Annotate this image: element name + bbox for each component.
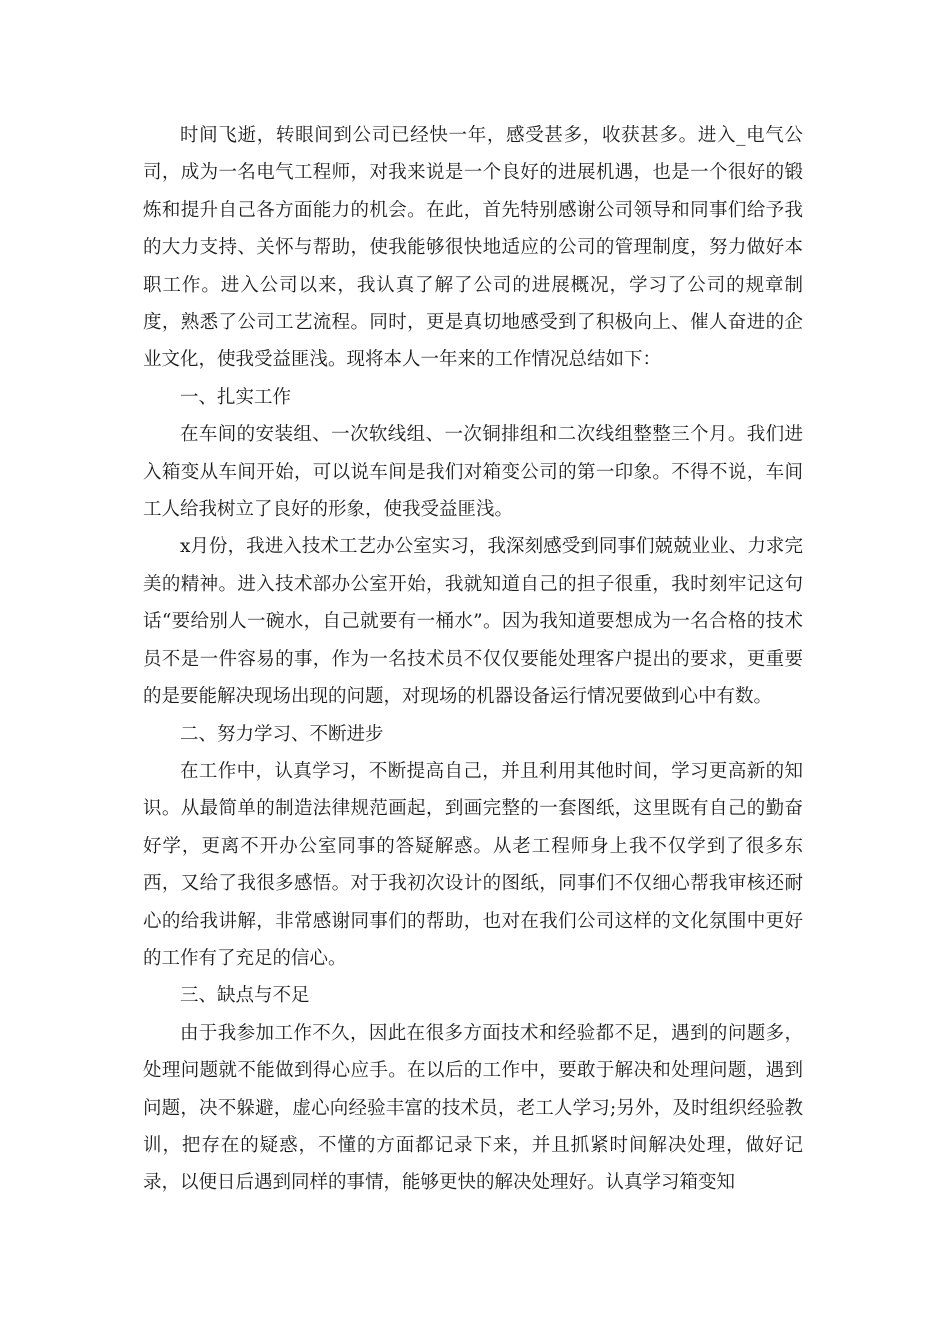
- paragraph-learning: 在工作中，认真学习，不断提高自己，并且利用其他时间，学习更高新的知识。从最简单的制造法律规范画起，到画完整的一套图纸，这里既有自己的勤奋好学，更离不开办公室同事的答疑解惑。从老工程师身上我不仅学到了很多东西，又给了我很多感悟。对于我初次设计的图纸，同事们不仅细心帮我审核还耐心的给我讲解，非常感谢同事们的帮助，也对在我们公司这样的文化氛围中更好的工作有了充足的信心。: [143, 760, 803, 969]
- paragraph-tech-office: x月份，我进入技术工艺办公室实习，我深刻感受到同事们兢兢业业、力求完美的精神。进入技术部办公室开始，我就知道自己的担子很重，我时刻牢记这句话“要给别人一碗水，自己就要有一桶水”。因为我知道要想成为一名合格的技术员不是一件容易的事，作为一名技术员不仅仅要能处理客户提出的要求，更重要的是要能解决现场出现的问题，对现场的机器设备运行情况要做到心中有数。: [143, 536, 803, 708]
- paragraph-shortcomings: 由于我参加工作不久，因此在很多方面技术和经验都不足，遇到的问题多，处理问题就不能做到得心应手。在以后的工作中，要敢于解决和处理问题，遇到问题，决不躲避，虚心向经验丰富的技术员，老工人学习;另外，及时组织经验教训，把存在的疑惑，不懂的方面都记录下来，并且抓紧时间解决处理，做好记录，以便日后遇到同样的事情，能够更快的解决处理好。认真学习箱变知: [143, 1022, 803, 1194]
- paragraph-workshop: 在车间的安装组、一次软线组、一次铜排组和二次线组整整三个月。我们进入箱变从车间开始，可以说车间是我们对箱变公司的第一印象。不得不说，车间工人给我树立了良好的形象，使我受益匪浅。: [143, 424, 803, 521]
- document-body: [143, 117, 803, 1202]
- paragraph-intro: 时间飞逝，转眼间到公司已经快一年，感受甚多，收获甚多。进入_电气公司，成为一名电气工程师，对我来说是一个良好的进展机遇，也是一个很好的锻炼和提升自己各方面能力的机会。在此，首先特别感谢公司领导和同事们给予我的大力支持、关怀与帮助，使我能够很快地适应的公司的管理制度，努力做好本职工作。进入公司以来，我认真了解了公司的进展概况，学习了公司的规章制度，熟悉了公司工艺流程。同时，更是真切地感受到了积极向上、催人奋进的企业文化，使我受益匪浅。现将本人一年来的工作情况总结如下：: [143, 125, 803, 371]
- section-heading-2: 二、努力学习、不断进步: [180, 723, 384, 745]
- section-heading-3: 三、缺点与不足: [180, 985, 310, 1007]
- section-heading-1: 一、扎实工作: [180, 386, 292, 408]
